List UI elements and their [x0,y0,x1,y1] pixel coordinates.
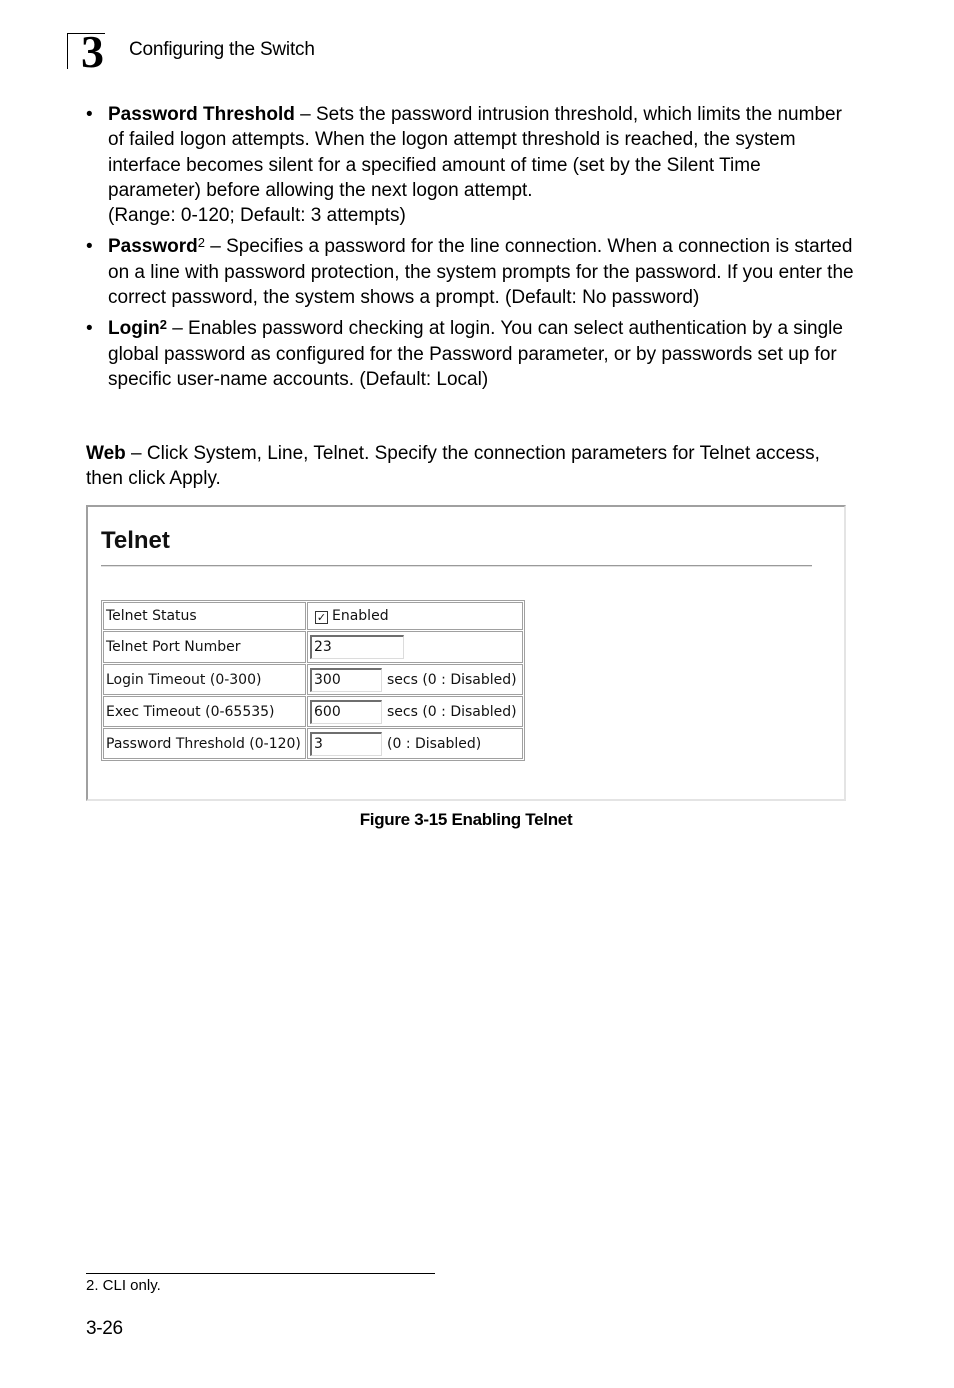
term-login: Login [108,318,160,340]
label-telnet-status: Telnet Status [103,602,306,630]
footnote: 2. CLI only. [86,1277,161,1294]
parameter-list [86,102,856,398]
web-instructions [86,441,846,492]
title-divider [101,565,812,567]
telnet-figure [86,505,846,801]
chapter-number: 3 [67,33,105,69]
label-login-timeout: Login Timeout (0-300) [103,664,306,695]
exec-timeout-hint: secs (0 : Disabled) [387,703,517,720]
desc-password-threshold: – Sets the password intrusion threshold, which limits the number of failed logon attempts. When the logon attempt threshold is reached, the system interface becomes silent for a specified amount of time (set by the Silent Time parameter) before allowing the next logon attempt. [108,104,842,201]
term-password: Password [108,236,198,258]
page-number: 3-26 [86,1318,123,1339]
bullet-login [86,316,856,392]
row-telnet-port [103,631,523,663]
label-password-threshold: Password Threshold (0-120) [103,728,306,759]
password-threshold-input[interactable]: 3 [310,732,382,756]
row-telnet-status [103,602,523,630]
login-timeout-hint: secs (0 : Disabled) [387,671,517,688]
footnote-divider [86,1273,435,1274]
telnet-panel-title: Telnet [101,527,170,554]
footnote-ref-login: 2 [159,317,167,333]
label-telnet-port: Telnet Port Number [103,631,306,663]
telnet-enabled-label: Enabled [332,608,389,624]
exec-timeout-input[interactable]: 600 [310,700,382,724]
bullet-password-threshold [86,102,856,228]
password-threshold-hint: (0 : Disabled) [387,735,482,752]
telnet-status-cell [307,602,523,630]
range-password-threshold: (Range: 0-120; Default: 3 attempts) [108,205,406,227]
desc-password: – Specifies a password for the line connection. When a connection is started on a line with password protection, the system prompts for the password. If you enter the correct password, the system shows a prompt. (Default: No password) [108,236,854,309]
web-term: Web [86,443,126,464]
login-timeout-cell [307,664,523,695]
chapter-title: Configuring the Switch [129,39,315,60]
exec-timeout-cell [307,696,523,727]
login-timeout-input[interactable]: 300 [310,668,382,692]
web-text: – Click System, Line, Telnet. Specify the connection parameters for Telnet access, then click Apply. [86,443,820,490]
telnet-enabled-checkbox[interactable]: ✓ [316,611,327,624]
bullet-password [86,234,856,310]
label-exec-timeout: Exec Timeout (0-65535) [103,696,306,727]
telnet-port-cell [307,631,523,663]
password-threshold-cell [307,728,523,759]
footnote-ref-password: 2 [197,235,205,251]
figure-caption: Figure 3-15 Enabling Telnet [359,810,573,829]
term-password-threshold: Password Threshold [108,104,295,125]
row-login-timeout [103,664,523,695]
desc-login: – Enables password checking at login. You can select authentication by a single global password as configured for the Password parameter, or by passwords set up for specific user-name accounts. (Default: Local) [108,318,843,390]
row-exec-timeout [103,696,523,727]
telnet-port-input[interactable]: 23 [310,635,404,659]
row-password-threshold [103,728,523,759]
telnet-settings-table [101,600,525,761]
